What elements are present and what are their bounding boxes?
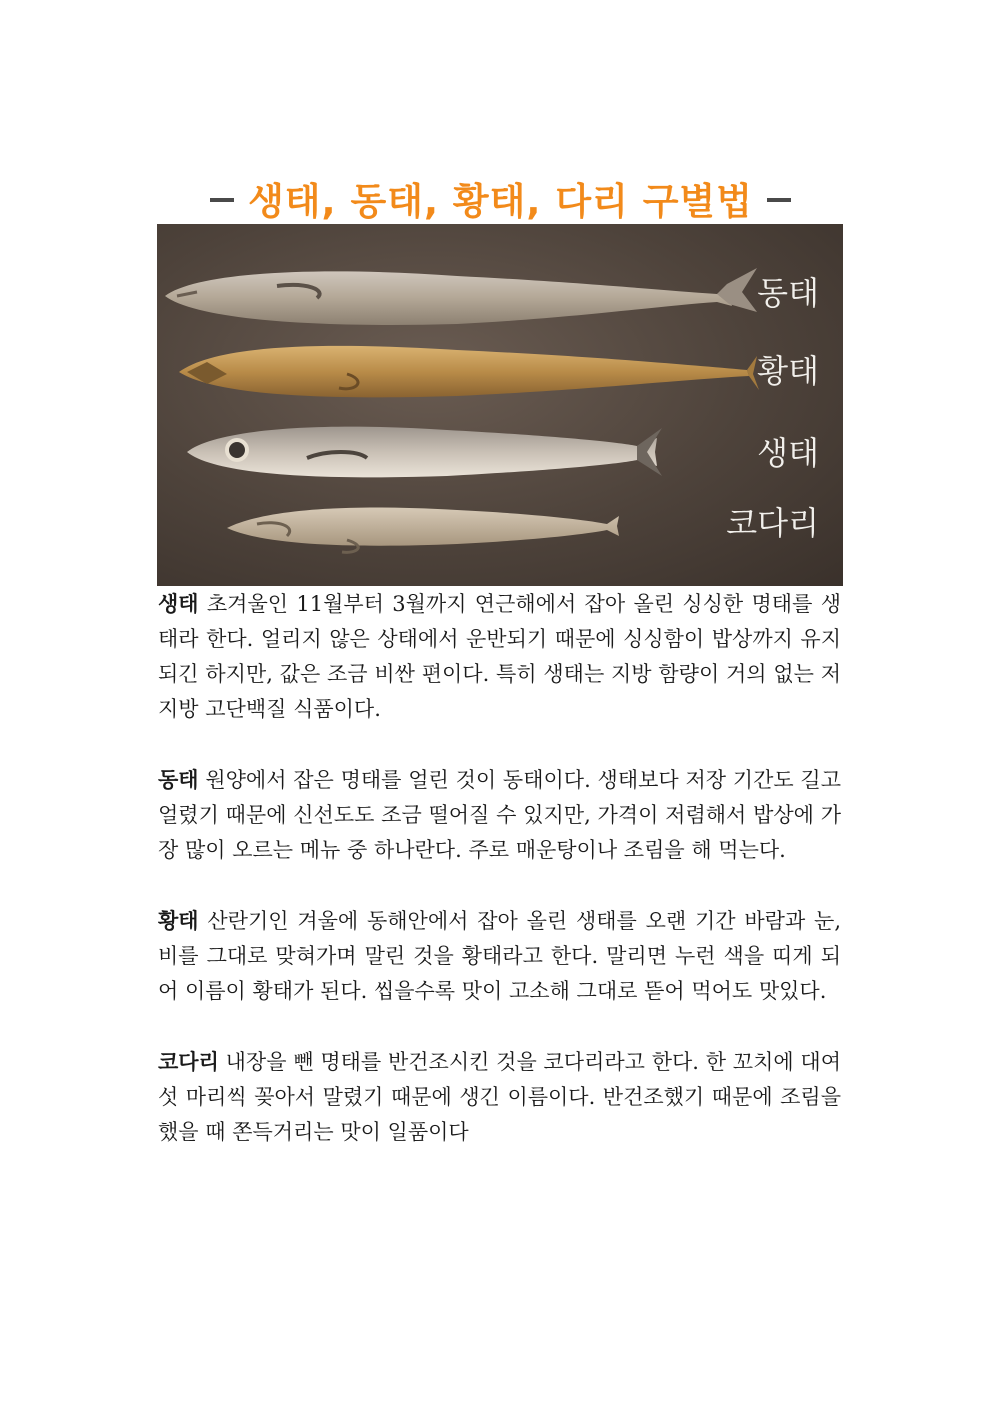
term-saengtae: 생태 bbox=[158, 591, 199, 616]
title-dash-right bbox=[767, 198, 791, 202]
paragraph-dongtae bbox=[158, 762, 841, 868]
label-saengtae: 생태 bbox=[757, 434, 819, 472]
desc-kodari: 내장을 뺀 명태를 반건조시킨 것을 코다리라고 한다. 한 꼬치에 대여섯 마리씩 꽂아서 말렸기 때문에 생긴 이름이다. 반건조했기 때문에 조림을 했을 때 쫀득거리는 맛이 일품이다 bbox=[158, 1050, 841, 1144]
fish-dongtae bbox=[165, 268, 757, 325]
term-dongtae: 동태 bbox=[158, 767, 199, 792]
desc-dongtae: 원양에서 잡은 명태를 얼린 것이 동태이다. 생태보다 저장 기간도 길고 얼렸기 때문에 신선도도 조금 떨어질 수 있지만, 가격이 저렴해서 밥상에 가장 많이 오르는 메뉴 중 하나란다. 주로 매운탕이나 조림을 해 먹는다. bbox=[158, 768, 841, 862]
desc-hwangtae: 산란기인 겨울에 동해안에서 잡아 올린 생태를 오랜 기간 바람과 눈, 비를 그대로 맞혀가며 말린 것을 황태라고 한다. 말리면 누런 색을 띠게 되어 이름이 황태가 된다. 씹을수록 맛이 고소해 그대로 뜯어 먹어도 맛있다. bbox=[158, 909, 841, 1003]
desc-saengtae: 초겨울인 11월부터 3월까지 연근해에서 잡아 올린 싱싱한 명태를 생태라 한다. 얼리지 않은 상태에서 운반되기 때문에 싱싱함이 밥상까지 유지되긴 하지만, 값은 조금 비싼 편이다. 특히 생태는 지방 함량이 거의 없는 저지방 고단백질 식품이다. bbox=[158, 592, 841, 721]
label-dongtae: 동태 bbox=[757, 274, 819, 312]
term-kodari: 코다리 bbox=[158, 1049, 219, 1074]
title-text: 생태, 동태, 황태, 다리 구별법 bbox=[248, 180, 753, 223]
title-dash-left bbox=[210, 198, 234, 202]
paragraph-saengtae bbox=[158, 586, 841, 727]
fish-hwangtae bbox=[179, 346, 759, 397]
body-text bbox=[158, 586, 841, 1185]
term-hwangtae: 황태 bbox=[158, 908, 199, 933]
fish-kodari bbox=[227, 507, 619, 552]
paragraph-hwangtae bbox=[158, 903, 841, 1009]
fish-saengtae bbox=[187, 427, 662, 478]
fish-photo bbox=[157, 224, 843, 586]
paragraph-kodari bbox=[158, 1044, 841, 1150]
page-title bbox=[158, 172, 843, 224]
label-hwangtae: 황태 bbox=[757, 352, 819, 390]
label-kodari: 코다리 bbox=[726, 504, 819, 542]
